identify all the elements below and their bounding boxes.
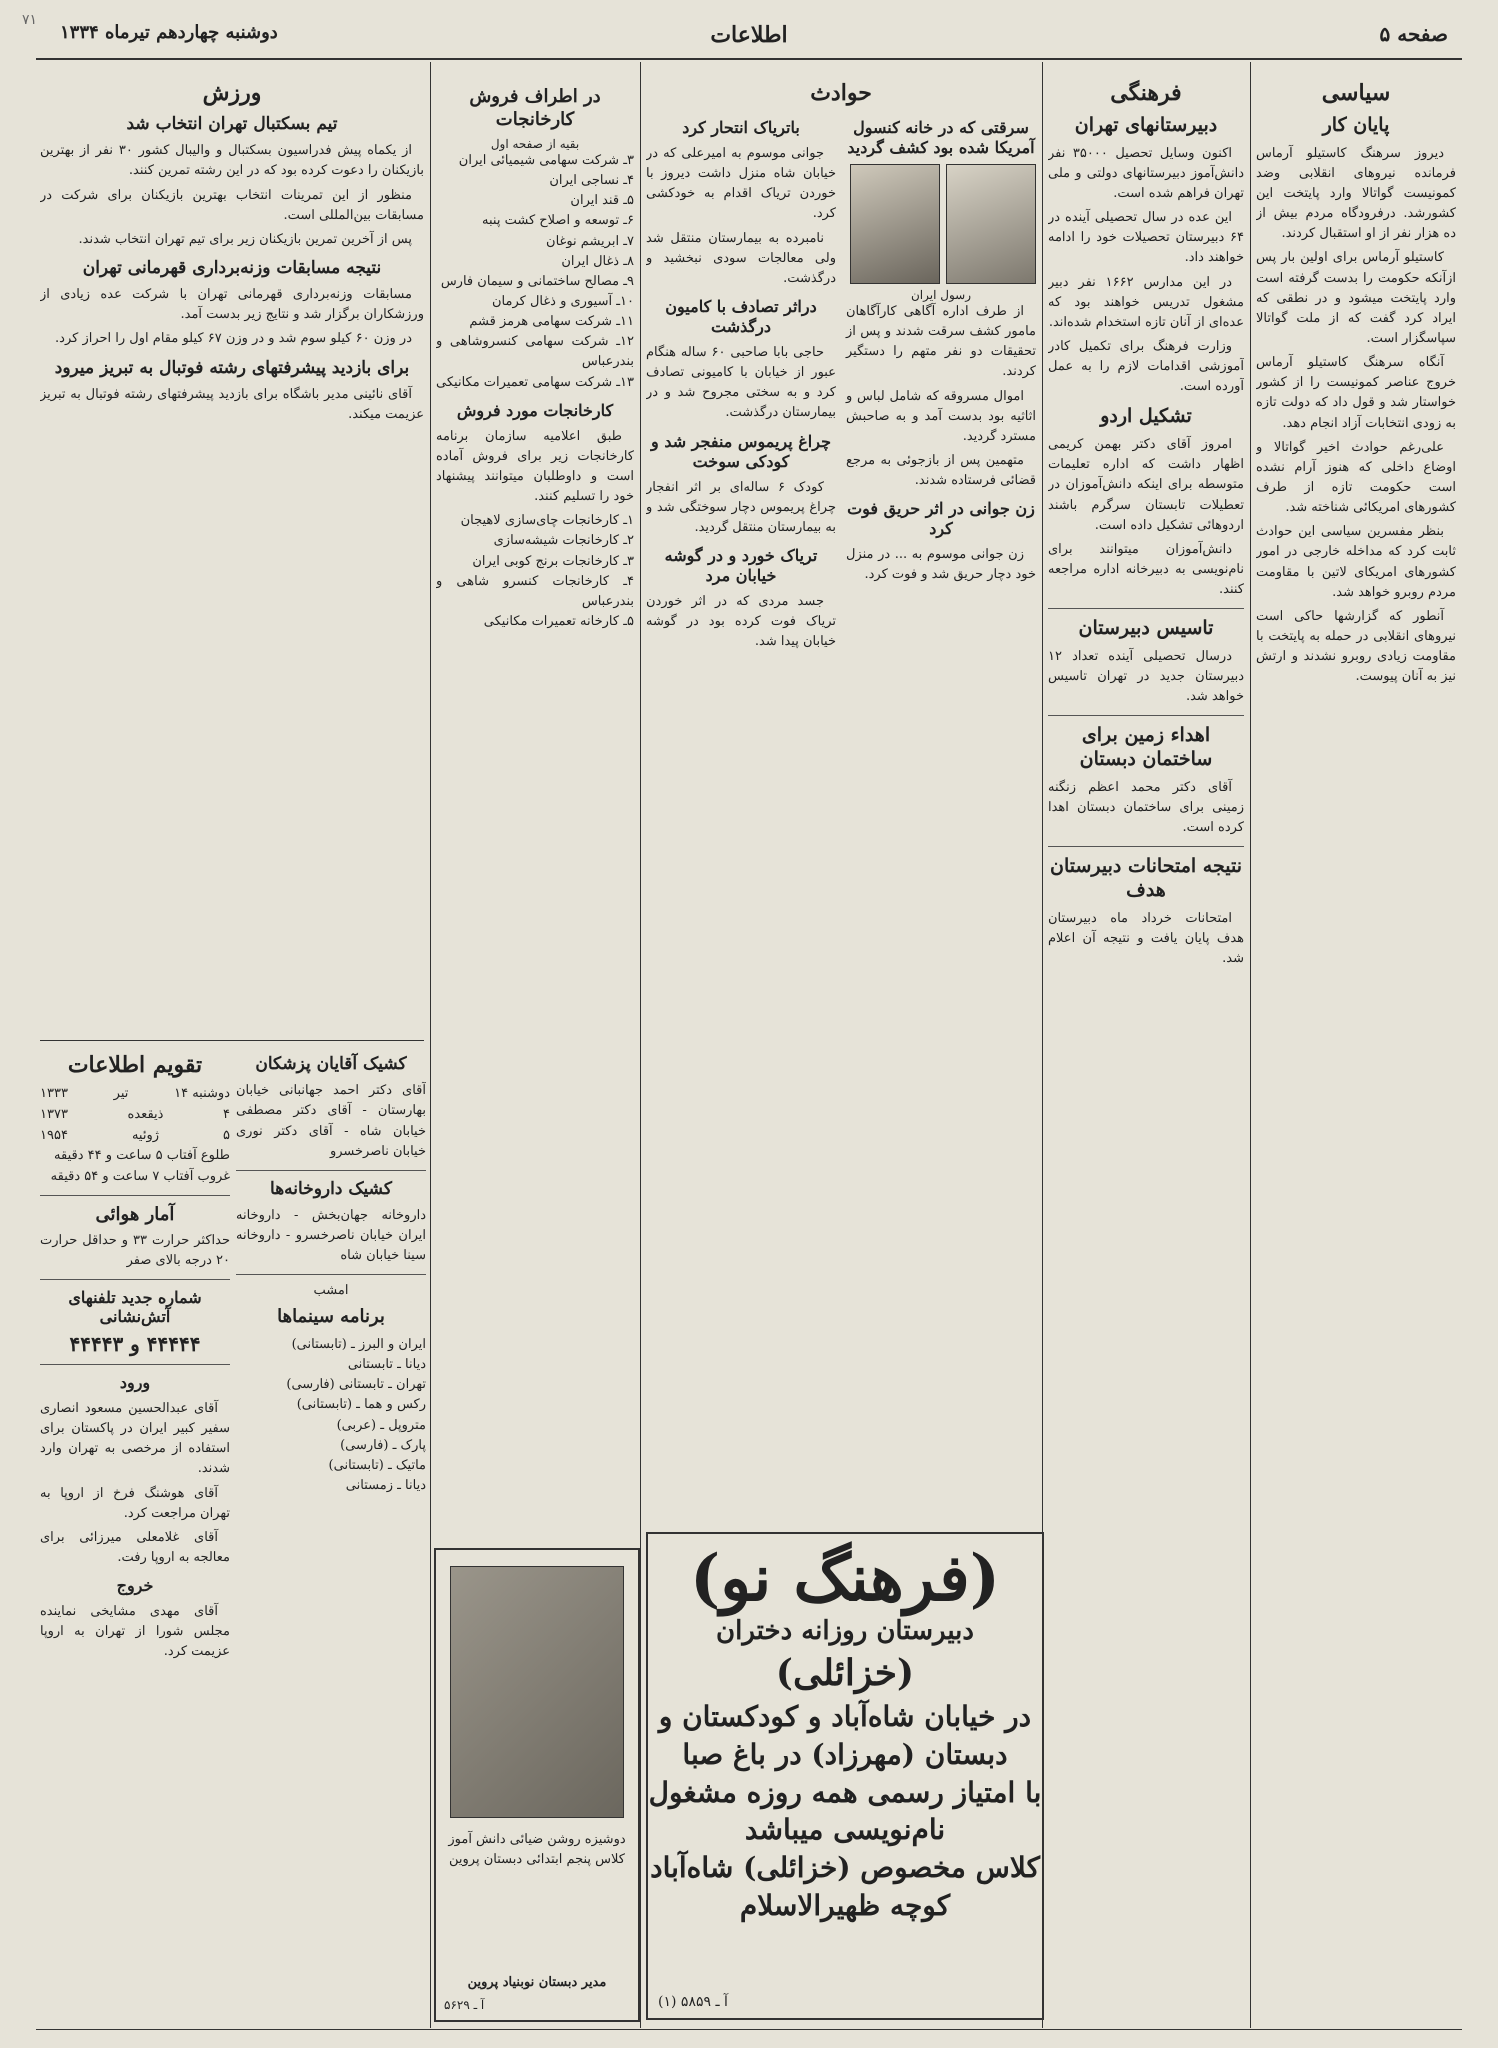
- culture-body: [1048, 144, 1244, 398]
- incidents-column: [646, 78, 1036, 1268]
- factories-body: [436, 427, 634, 632]
- info-column: [40, 1046, 230, 2026]
- paragraph: آقای غلامعلی میرزائی برای معالجه به اروپا رفت.: [40, 1529, 230, 1565]
- list-item: ۱۱ـ شرکت سهامی هرمز قشم: [469, 314, 634, 330]
- sports-body: [40, 141, 424, 250]
- departures-body: [40, 1602, 230, 1662]
- incident-headline: سرقتی که در خانه کنسول آمریکا شده بود کشف گردید: [847, 118, 1035, 157]
- page-label: صفحه ۵: [1379, 22, 1448, 46]
- divider: [40, 1364, 230, 1365]
- politics-body: [1256, 144, 1456, 688]
- sports-headline: برای بازدید پیشرفتهای رشته فوتبال به تبریز میرود: [54, 357, 410, 378]
- incident-headline: زن جوانی در اثر حریق فوت کرد: [847, 499, 1035, 539]
- list-item: ۱۳ـ شرکت سهامی تعمیرات مکانیکی: [436, 374, 634, 390]
- paragraph: آقای مهدی مشایخی نماینده مجلس شورا از تهران به اروپا عزیمت کرد.: [40, 1604, 230, 1660]
- paragraph: وزارت فرهنگ برای تکمیل کادر آموزشی اقدامات لازم را به عمل آورده است.: [1048, 339, 1244, 395]
- incidents-subcolumn: [846, 110, 1036, 656]
- services-column: [236, 1046, 426, 2026]
- paragraph: این عده در سال تحصیلی آینده در ۶۴ دبیرستان تحصیلات خود را ادامه خواهند داد.: [1048, 210, 1244, 266]
- footer-rule: [36, 2029, 1462, 2030]
- list-item: ۱۰ـ آسیوری و ذغال کرمان: [491, 293, 634, 309]
- sports-column: [40, 78, 424, 1038]
- incident-body: [646, 478, 836, 538]
- school-photo-ad: [434, 1548, 640, 2022]
- sun-times: طلوع آفتاب ۵ ساعت و ۴۴ دقیقه غروب آفتاب ۷ ساعت و ۵۴ دقیقه: [50, 1148, 230, 1184]
- phones-title: شماره جدید تلفنهای آتش‌نشانی: [68, 1287, 202, 1326]
- cinema-title: برنامه سینماها: [277, 1306, 385, 1328]
- column-divider: [1250, 62, 1251, 2028]
- list-item: ۱۲ـ شرکت سهامی کنسروشاهی و بندرعباس: [436, 334, 634, 370]
- list-item: ۳ـ شرکت سهامی شیمیائی ایران: [458, 153, 634, 168]
- paragraph: امروز آقای دکتر بهمن کریمی اظهار داشت که اداره تعلیمات متوسطه برای اینکه دانش‌آموزان در تعطیلات تابستان سرگرم باشند اردوهائی تشکیل داده است.: [1048, 437, 1244, 533]
- calendar-month: ژوئیه: [131, 1127, 160, 1143]
- doctors-text: آقای دکتر احمد جهانبانی خیابان بهارستان - آقای دکتر مصطفی خیابان شاه - آقای دکتر نوری خیابان ناصرخسرو: [236, 1083, 426, 1159]
- calendar-year: ۱۳۳۳: [40, 1086, 68, 1101]
- calendar-day: ۴: [223, 1106, 230, 1122]
- list-item: ۸ـ ذغال ایران: [561, 253, 634, 269]
- culture-sub-headline: تشکیل اردو: [1100, 405, 1192, 428]
- ad-code: آ ـ ۵۸۵۹ (۱): [658, 1994, 728, 2010]
- column-divider: [640, 62, 641, 2028]
- paragraph: درسال تحصیلی آینده تعداد ۱۲ دبیرستان جدید در تهران تاسیس خواهد شد.: [1048, 649, 1244, 705]
- ad-line: (خزائلی): [775, 1652, 915, 1695]
- paragraph: بنظر مفسرین سیاسی این حوادث ثابت کرد که مداخله خارجی در امور کشورهای امریکای لاتین با مقاومت مردم روبرو خواهد شد.: [1256, 524, 1456, 600]
- list-item: تهران ـ تابستانی (فارسی): [286, 1377, 426, 1393]
- pharmacy-text: داروخانه جهان‌بخش - داروخانه ایران خیابان ناصرخسرو - داروخانه سینا خیابان شاه: [236, 1208, 426, 1264]
- arrivals-body: [40, 1399, 230, 1568]
- incident-body: [846, 545, 1036, 585]
- calendar-title: تقویم اطلاعات: [67, 1052, 203, 1078]
- culture-body: [1048, 778, 1244, 838]
- list-item: ۶ـ توسعه و اصلاح کشت پنبه: [482, 213, 634, 229]
- cinema-list: [236, 1335, 426, 1496]
- culture-sub-headline: تاسیس دبیرستان: [1078, 617, 1214, 640]
- divider: [40, 1195, 230, 1196]
- student-photo: [450, 1566, 624, 1818]
- weather-title: آمار هوائی: [95, 1203, 175, 1225]
- departures-title: خروج: [116, 1576, 154, 1596]
- factories-column: [436, 78, 634, 1508]
- paragraph: آقای دکتر محمد اعظم زنگنه زمینی برای ساختمان دبستان اهدا کرده است.: [1048, 779, 1244, 836]
- paragraph: منظور از این تمرینات انتخاب بهترین بازیکنان برای شرکت در مسابقات بین‌المللی است.: [40, 187, 424, 223]
- list-item: ۷ـ ابریشم نوغان: [546, 233, 634, 249]
- header-rule: [36, 58, 1462, 60]
- newspaper-name: اطلاعات: [710, 22, 788, 48]
- paragraph: کاستیلو آرماس برای اولین بار پس ازآنکه حکومت را بدست گرفته است وارد پایتخت میشود و در نطقی که ایراد کرد گفت که از ملت گواتالا سپاسگزار است.: [1256, 250, 1456, 347]
- paragraph: مسابقات وزنه‌برداری قهرمانی تهران با شرکت عده زیادی از ورزشکاران برگزار شد و نتایج زیر بدست آمد.: [40, 287, 424, 323]
- photo-caption: دوشیزه روشن ضیائی دانش آموز کلاس پنجم ابتدائی دبستان پروین: [448, 1832, 626, 1867]
- culture-body: [1048, 647, 1244, 707]
- list-item: ماتیک ـ (تابستانی): [328, 1457, 426, 1473]
- ad-line: دبستان (مهرزاد) در باغ صبا: [682, 1737, 1008, 1771]
- politics-headline: پایان کار: [1322, 114, 1390, 136]
- sports-section-title: ورزش: [202, 80, 262, 106]
- cinema-tonight: امشب: [313, 1283, 349, 1299]
- list-item: ۹ـ مصالح ساختمانی و سیمان فارس: [440, 273, 634, 289]
- column-divider: [430, 62, 431, 2028]
- paragraph: پس از آخرین تمرین بازیکنان زیر برای تیم تهران انتخاب شدند.: [78, 231, 412, 247]
- incident-body: [646, 144, 836, 289]
- calendar-row: [40, 1084, 230, 1105]
- list-item: متروپل ـ (عربی): [336, 1417, 426, 1433]
- divider: [1048, 608, 1244, 609]
- weather-text: حداکثر حرارت ۳۳ و حداقل حرارت ۲۰ درجه بالای صفر: [40, 1232, 230, 1268]
- paragraph: زن جوانی موسوم به ... در منزل خود دچار حریق شد و فوت کرد.: [846, 547, 1036, 583]
- ad-title: (فرهنگ نو): [690, 1541, 1000, 1616]
- incident-body: [646, 592, 836, 652]
- calendar-day: دوشنبه ۱۴: [174, 1086, 230, 1101]
- culture-column: [1048, 78, 1244, 2026]
- incident-headline: تریاک خورد و در گوشه خیابان مرد: [664, 545, 818, 585]
- pharmacy-title: کشیک داروخانه‌ها: [270, 1178, 392, 1199]
- incidents-layout: [646, 110, 1036, 656]
- sports-headline: تیم بسکتبال تهران انتخاب شد: [126, 114, 338, 134]
- photo-ad-footer: مدیر دبستان نوبنیاد پروین: [467, 1975, 607, 1990]
- calendar-row: [40, 1126, 230, 1147]
- factories-subheading: بقیه از صفحه اول: [490, 137, 580, 151]
- phones-numbers: ۴۴۴۴۴ و ۴۴۴۴۳: [69, 1331, 201, 1356]
- incident-headline: چراغ پریموس منفجر شد و کودکی سوخت: [651, 431, 831, 471]
- calendar-day: ۵: [223, 1127, 230, 1143]
- list-item: ایران و البرز ـ (تابستانی): [291, 1336, 426, 1352]
- list-item: ۴ـ نساجی ایران: [549, 173, 634, 189]
- ad-line: کوچه ظهیرالاسلام: [739, 1889, 951, 1923]
- culture-sub-headline: نتیجه امتحانات دبیرستان هدف: [1049, 855, 1242, 902]
- paragraph: در این مدارس ۱۶۶۲ نفر دبیر مشغول تدریس خواهند بود که عده‌ای از آنان تازه استخدام شده‌اند.: [1048, 274, 1244, 330]
- photo-rasool: [946, 164, 1036, 284]
- doctors-title: کشیک آقایان پزشکان: [255, 1054, 407, 1074]
- paragraph: اموال مسروقه که شامل لباس و اثاثیه بود بدست آمد و به صاحبش مسترد گردید.: [846, 388, 1036, 444]
- factories-list: [436, 151, 634, 393]
- incident-body: [646, 343, 836, 424]
- paragraph: از یکماه پیش فدراسیون بسکتبال و والیبال کشور ۳۰ نفر از بهترین بازیکنان را دعوت کرده بود که در این رشته تمرین کنند.: [40, 143, 424, 179]
- paragraph: از طرف اداره آگاهی کارآگاهان مامور کشف سرقت شدند و پس از تحقیقات دو نفر متهم را دستگیر کردند.: [846, 304, 1036, 380]
- calendar-year: ۱۹۵۴: [40, 1127, 68, 1143]
- incident-headline: باتریاک انتحار کرد: [682, 118, 800, 137]
- divider: [236, 1274, 426, 1275]
- paragraph: طبق اعلامیه سازمان برنامه کارخانجات زیر برای فروش آماده است و داوطلبان میتوانند پیشنهاد خود را تسلیم کنند.: [436, 428, 634, 505]
- issue-date: دوشنبه چهاردهم تیرماه ۱۳۳۴: [60, 22, 278, 43]
- paragraph: نامبرده به بیمارستان منتقل شد ولی معالجات سودی نبخشید و درگذشت.: [646, 230, 836, 286]
- divider: [40, 1040, 424, 1041]
- culture-section-title: فرهنگی: [1110, 80, 1182, 106]
- paragraph: آنطور که گزارشها حاکی است نیروهای انقلابی در حمله به پایتخت با مقاومت زیادی روبرو نشدند و ارتش نیز به آنان پیوست.: [1256, 608, 1456, 685]
- incidents-section-title: حوادث: [810, 80, 872, 106]
- paragraph: علی‌رغم حوادث اخیر گواتالا و اوضاع داخلی که هنوز آرام نشده است حکومت تازه از طرف کشورهای امریکائی شناخته شد.: [1256, 439, 1456, 516]
- paragraph: متهمین پس از بازجوئی به مرجع قضائی فرستاده شدند.: [846, 452, 1036, 489]
- ad-line: با امتیاز رسمی همه روزه مشغول: [648, 1775, 1042, 1809]
- list-item: رکس و هما ـ (تابستانی): [296, 1397, 426, 1413]
- factories-headline: در اطراف فروش کارخانجات: [469, 86, 601, 130]
- paragraph: دیروز سرهنگ کاستیلو آرماس فرمانده نیروهای انقلابی وضد کمونیست گواتالا وارد پایتخت این کشورشد. درفرودگاه مردم بیش از ده هزار نفر از او استقبال کردند.: [1256, 145, 1456, 242]
- list-item: ۳ـ کارخانجات برنج کوبی ایران: [472, 553, 634, 569]
- incidents-subcolumn: [646, 110, 836, 656]
- calendar-month: تیر: [113, 1086, 129, 1101]
- school-advertisement: [646, 1532, 1044, 2020]
- list-item: دیانا ـ زمستانی: [345, 1477, 426, 1493]
- paragraph: آقای عبدالحسین مسعود انصاری سفیر کبیر ایران در پاکستان برای استفاده از مرخصی به تهران وارد شدند.: [40, 1400, 230, 1477]
- paragraph: دانش‌آموزان میتوانند برای نام‌نویسی به دبیرخانه اداره مراجعه کنند.: [1048, 541, 1244, 598]
- paragraph: آقای نائینی مدیر باشگاه برای بازدید پیشرفتهای رشته فوتبال به تبریز عزیمت میکند.: [40, 386, 424, 423]
- paragraph: آقای هوشنگ فرخ از اروپا به تهران مراجعت کرد.: [40, 1485, 230, 1521]
- culture-body: [1048, 435, 1244, 600]
- photo-iran: [850, 164, 940, 284]
- ad-line: نام‌نویسی میباشد: [744, 1813, 946, 1847]
- paragraph: حاجی بابا صاحبی ۶۰ ساله هنگام عبور از خیابان با کامیونی تصادف کرد و به سختی مجروح شد و در بیمارستان درگذشت.: [646, 344, 836, 421]
- incident-photos: [846, 164, 1036, 284]
- list-item: ۵ـ قند ایران: [570, 193, 634, 209]
- list-item: ۵ـ کارخانه تعمیرات مکانیکی: [483, 613, 634, 629]
- paragraph: کودک ۶ ساله‌ای بر اثر انفجار چراغ پریموس دچار سوختگی شد و به بیمارستان منتقل گردید.: [646, 479, 836, 535]
- divider: [1048, 846, 1244, 847]
- sports-body: [40, 285, 424, 349]
- paragraph: آنگاه سرهنگ کاستیلو آرماس خروج عناصر کمونیست را از کشور خواستار شد و قول داد که دولت تازه به زودی انتخابات آزاد انجام دهد.: [1256, 355, 1456, 431]
- paragraph: در وزن ۶۰ کیلو سوم شد و در وزن ۶۷ کیلو مقام اول را احراز کرد.: [55, 331, 412, 347]
- calendar-row: [40, 1105, 230, 1126]
- paragraph: اکنون وسایل تحصیل ۳۵۰۰۰ نفر دانش‌آموز دبیرستانهای دولتی و ملی تهران فراهم شده است.: [1048, 145, 1244, 202]
- calendar-month: ذیقعده: [127, 1106, 164, 1122]
- list-item: ۲ـ کارخانجات شیشه‌سازی: [493, 533, 634, 549]
- ad-line: کلاس مخصوص (خزائلی) شاه‌آباد: [650, 1851, 1040, 1885]
- page-number: ۷۱: [22, 12, 38, 28]
- divider: [40, 1279, 230, 1280]
- paragraph: جسد مردی که در اثر خوردن تریاک فوت کرده بود در گوشه خیابان پیدا شد.: [646, 593, 836, 650]
- incident-body: [846, 302, 1036, 491]
- paragraph: جوانی موسوم به امیرعلی که در خیابان شاه منزل داشت دیروز با خوردن تریاک اقدام به خودکشی کرد.: [646, 146, 836, 222]
- sports-headline: نتیجه مسابقات وزنه‌برداری قهرمانی تهران: [82, 257, 382, 278]
- list-item: دیانا ـ تابستانی: [347, 1357, 426, 1373]
- list-item: پارک ـ (فارسی): [340, 1437, 426, 1453]
- arrivals-title: ورود: [119, 1372, 151, 1392]
- photo-ad-code: آ ـ ۵۶۲۹: [444, 1998, 485, 2012]
- divider: [1048, 715, 1244, 716]
- incident-headline: دراثر تصادف با کامیون درگذشت: [665, 296, 817, 336]
- divider: [236, 1170, 426, 1171]
- list-item: ۴ـ کارخانجات کنسرو شاهی و بندرعباس: [436, 573, 634, 609]
- politics-section-title: سیاسی: [1321, 80, 1391, 106]
- list-item: ۱ـ کارخانجات چای‌سازی لاهیجان: [460, 513, 634, 529]
- photo-caption: رسول ایران: [910, 288, 972, 302]
- paragraph: امتحانات خرداد ماه دبیرستان هدف پایان یافت و نتیجه آن اعلام شد.: [1048, 910, 1244, 967]
- ad-line: در خیابان شاه‌آباد و کودکستان و: [658, 1700, 1032, 1734]
- sports-body: [40, 385, 424, 425]
- culture-sub-headline: اهداء زمین برای ساختمان دبستان: [1079, 724, 1213, 771]
- politics-column: [1256, 78, 1456, 2026]
- culture-headline: دبیرستانهای تهران: [1074, 114, 1218, 136]
- factories-sub-headline: کارخانجات مورد فروش: [456, 400, 614, 420]
- culture-body: [1048, 909, 1244, 969]
- ad-line: دبیرستان روزانه دختران: [716, 1616, 974, 1647]
- calendar-year: ۱۳۷۳: [40, 1106, 68, 1122]
